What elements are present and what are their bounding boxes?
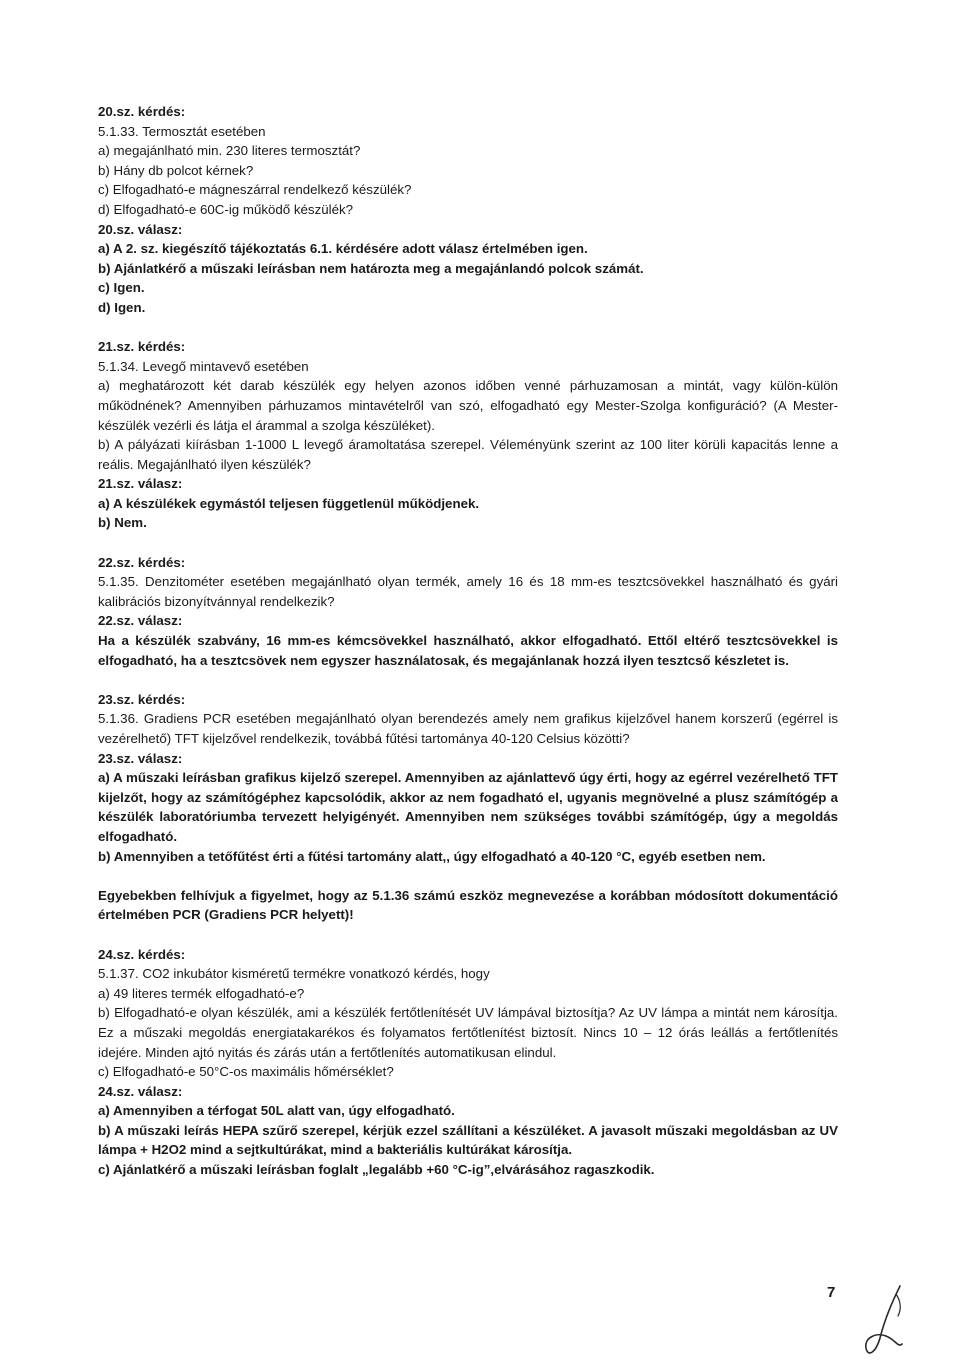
q20-d: d) Elfogadható-e 60C-ig működő készülék? (98, 201, 354, 217)
q21-ans-a: a) A készülékek egymástól teljesen függetlenül működjenek. (98, 495, 480, 511)
q24-ans-b: b) A műszaki leírás HEPA szűrő szerepel, kérjük ezzel szállítani a készüléket. A javasolt műszaki megoldásban az UV lámpa + H2O2 mind a sejtkultúrákat, mind a bakteriális kultúrákat károsítja. (98, 1122, 838, 1158)
q23-note: Egyebekben felhívjuk a figyelmet, hogy az 5.1.36 számú eszköz megnevezése a korábban módosított dokumentáció értelmében PCR (Gradiens PCR helyett)! (98, 887, 838, 923)
q21-heading: 21.sz. kérdés: (98, 339, 186, 355)
q22-answer-heading: 22.sz. válasz: (98, 613, 183, 629)
q20-heading: 20.sz. kérdés: (98, 104, 186, 119)
q20-ans-c: c) Igen. (98, 280, 145, 296)
q24-c: c) Elfogadható-e 50°C-os maximális hőmérséklet? (98, 1064, 394, 1080)
q24-ref: 5.1.37. CO2 inkubátor kisméretű termékre vonatkozó kérdés, hogy (98, 966, 490, 982)
q23-text: 5.1.36. Gradiens PCR esetében megajánlható olyan berendezés amely nem grafikus kijelzővel hanem korszerű (egérrel is vezérelhető) TFT kijelzővel rendelkezik, továbbá fűtési tartománya 40-120 Celsius közötti? (98, 711, 838, 746)
q24-ans-c: c) Ajánlatkérő a műszaki leírásban foglalt „legalább +60 °C-ig”,elvárásához ragaszkodik. (98, 1162, 655, 1178)
q22-heading: 22.sz. kérdés: (98, 554, 186, 570)
q20-a: a) megajánlható min. 230 literes termosztát? (98, 143, 361, 159)
q20-ans-a: a) A 2. sz. kiegészítő tájékoztatás 6.1. kérdésére adott válasz értelmében igen. (98, 241, 588, 257)
q21-answer-heading: 21.sz. válasz: (98, 476, 183, 492)
q20-ref: 5.1.33. Termosztát esetében (98, 123, 266, 139)
handwritten-initial-signature (862, 1282, 912, 1362)
q21-a: a) meghatározott két darab készülék egy helyen azonos időben venné párhuzamosan a mintát, vagy külön-külön működnének? Amennyiben párhuzamos mintavételről van szó, elfogadható egy Mester-Szolga konfiguráció? (A Mester-készülék vezérli és látja el árammal a szolga készüléket). (98, 378, 838, 433)
q21-b: b) A pályázati kiírásban 1-1000 L levegő áramoltatása szerepel. Véleményünk szerint az 100 liter körüli kapacitás lenne a reális. Megajánlható ilyen készülék? (98, 437, 838, 472)
page-number: 7 (827, 1284, 836, 1301)
q24-b: b) Elfogadható-e olyan készülék, ami a készülék fertőtlenítését UV lámpával biztosítja? Az UV lámpa a mintát nem károsítja. Ez a műszaki megoldás energiatakarékos és folyamatos fertőtlenítést biztosít. Nincs 10 – 12 órás leállás a fertőtlenítés idejére. Minden ajtó nyitás és zárás után a fertőtlenítés automatikusan elindul. (98, 1005, 838, 1060)
q20-answer-heading: 20.sz. válasz: (98, 221, 183, 237)
q23-heading: 23.sz. kérdés: (98, 691, 186, 707)
q20-b: b) Hány db polcot kérnek? (98, 162, 254, 178)
q20-ans-d: d) Igen. (98, 299, 146, 315)
q22-text: 5.1.35. Denzitométer esetében megajánlható olyan termék, amely 16 és 18 mm-es tesztcsövekkel használható és gyári kalibrációs bizonyítvánnyal rendelkezik? (98, 574, 838, 609)
document-body (98, 102, 838, 1180)
q21-ref: 5.1.34. Levegő mintavevő esetében (98, 358, 309, 374)
q23-ans-a: a) A műszaki leírásban grafikus kijelző szerepel. Amennyiben az ajánlattevő úgy érti, hogy az egérrel vezérelhető TFT kijelzőt, hogy az számítógéphez kapcsolódik, akkor az nem fogadható el, ugyanis megnövelné a plusz számítógép a készülék laboratóriumba tervezett helyigényét. Amennyiben nem szükséges további számítógép, úgy a megoldás elfogadható. (98, 770, 838, 844)
q20-ans-b: b) Ajánlatkérő a műszaki leírásban nem határozta meg a megajánlandó polcok számát. (98, 260, 644, 276)
q23-ans-b: b) Amennyiben a tetőfűtést érti a fűtési tartomány alatt,, úgy elfogadható a 40-120 °C, egyéb esetben nem. (98, 848, 766, 864)
q22-answer: Ha a készülék szabvány, 16 mm-es kémcsövekkel használható, akkor elfogadható. Ettől eltérő tesztcsövekkel is elfogadható, ha a tesztcsövek nem egyszer használatosak, és megajánlanak hozzá ilyen tesztcső készletet is. (98, 633, 838, 668)
q20-c: c) Elfogadható-e mágneszárral rendelkező készülék? (98, 182, 412, 198)
q23-answer-heading: 23.sz. válasz: (98, 750, 183, 766)
q24-heading: 24.sz. kérdés: (98, 946, 186, 962)
q21-ans-b: b) Nem. (98, 515, 147, 531)
q24-a: a) 49 literes termék elfogadható-e? (98, 985, 305, 1001)
q24-ans-a: a) Amennyiben a térfogat 50L alatt van, úgy elfogadható. (98, 1103, 455, 1119)
q24-answer-heading: 24.sz. válasz: (98, 1083, 183, 1099)
